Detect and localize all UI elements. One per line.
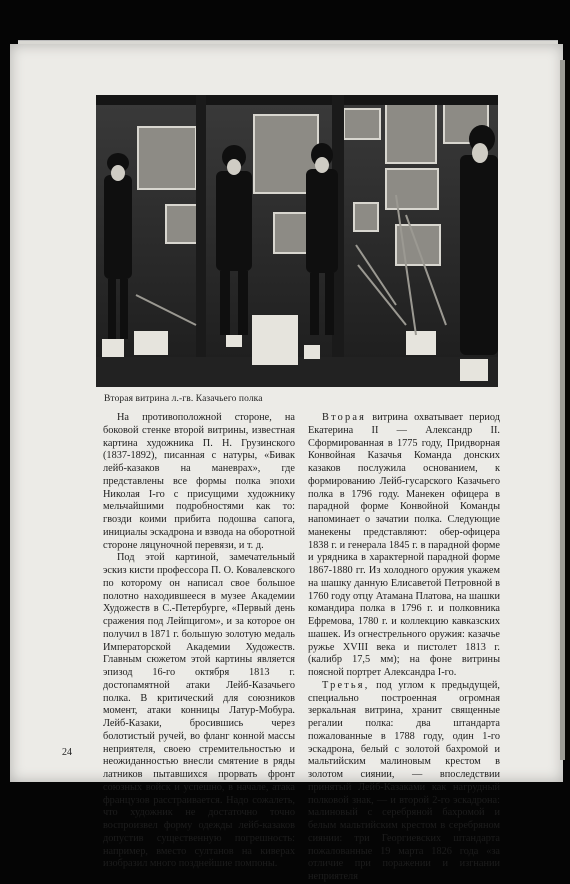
- paragraph: [308, 680, 500, 884]
- paragraph-body: витрина охватывает период Екатерина II — Александр II. Сформированная в 1775 году, Придворная Конвойная Казачья Команда донских казаков послужила основанием, к формированию Лейб-гусарского Казачьего полка в 1796 году. Манекен офицера в парадной форме Конвойной Команды напоминает о зачатии полка. Следующие манекены представляют: обер-офицера 1838 г. и генерала 1845 г. в парадной форме и урядника в характерной парадной форме 1867-1880 гг. Из холодного оружия укажем на шашку данную Елисаветой Петровной в 1760 году отцу Атамана Платова, на шашки командира полка в 1796 г. и полковника Ефремова, 1780 г. и коллекцию кавказских шашек. Из огнестрельного оружия: казачье ружье XVIII века и пистолет 1813 г. (калибр 17,5 мм); на фоне витрины поясной портрет Александра I-го.: [308, 412, 500, 678]
- paragraph-lead: Вторая: [322, 412, 367, 423]
- page-number: 24: [62, 747, 72, 758]
- page-right-edge: [560, 60, 565, 760]
- text-column-left: [103, 412, 295, 871]
- paragraph: Под этой картиной, замечательный эскиз кисти профессора П. О. Ковалевского по которому он написал свое большое полотно находившееся в музее Академии Художеств в С.-Петербурге, «Первый день сражения под Лейпцигом», и за которое он получил в 1871 г. большую золотую медаль Императорской Академии Художеств. Главным сюжетом этой картины является эпизод 16-го октября 1813 г. достопамятной атаки Лейб-Казачьего полка. В критический для союзников момент, атаки конницы Латур-Мобура. Лейб-Казаки, бросившись через болотистый ручей, во фланг конной массы неприятеля, своею стремительностью и неожиданностью внесли смятение в ряды латников пытавшихся прорвать фронт союзных войск и успешно, в начале, атака французов расстраивается. Надо сожалеть, что художник не достаточно точно воспроизвел форму одежды лейб-казаков допустив существенную погрешность: например, вместо султанов на киверах изобразил много позднейшие помпоны.: [103, 552, 295, 870]
- text-column-right: [308, 412, 500, 884]
- paragraph: [308, 412, 500, 680]
- museum-display-photo: [96, 95, 498, 387]
- paragraph-body: под углом к предыдущей, специально построенная огромная зеркальная витрина, хранит священные регалии полка: два штандарта пожалованные в 1788 году, один 1-го эскадрона, белый с золотой бахромой и мальтийским малиновым крестом в золотом сиянии, — впоследствии принятый Лейб-Казаками как нагрудный полковой знак, — и второй 2-го эскадрона: малиновый с серебряной бахромой и белым мальтийским крестом в серебряном сиянии: три Георгиевских штандарта пожалованные 19 марта 1826 года «за отличие при поражении и изгнании неприятеля: [308, 679, 500, 882]
- photo-illustration: [96, 95, 498, 387]
- paragraph-lead: Третья,: [322, 679, 370, 691]
- photo-caption: Вторая витрина л.-гв. Казачьего полка: [104, 394, 263, 404]
- paragraph: На противоположной стороне, на боковой стенке второй витрины, известная картина художника П. Н. Грузинского (1837-1892), писанная с натуры, «Бивак лейб-казаков на маневрах», где представлены все формы полка эпохи Николая I-го с присущими художнику мельчайшими подробностями как то: гвозди коими прибита подошва сапога, инициалы эскадрона и взвода на оборотной стороне ляцуночной перевязи, и т. д.: [103, 412, 295, 551]
